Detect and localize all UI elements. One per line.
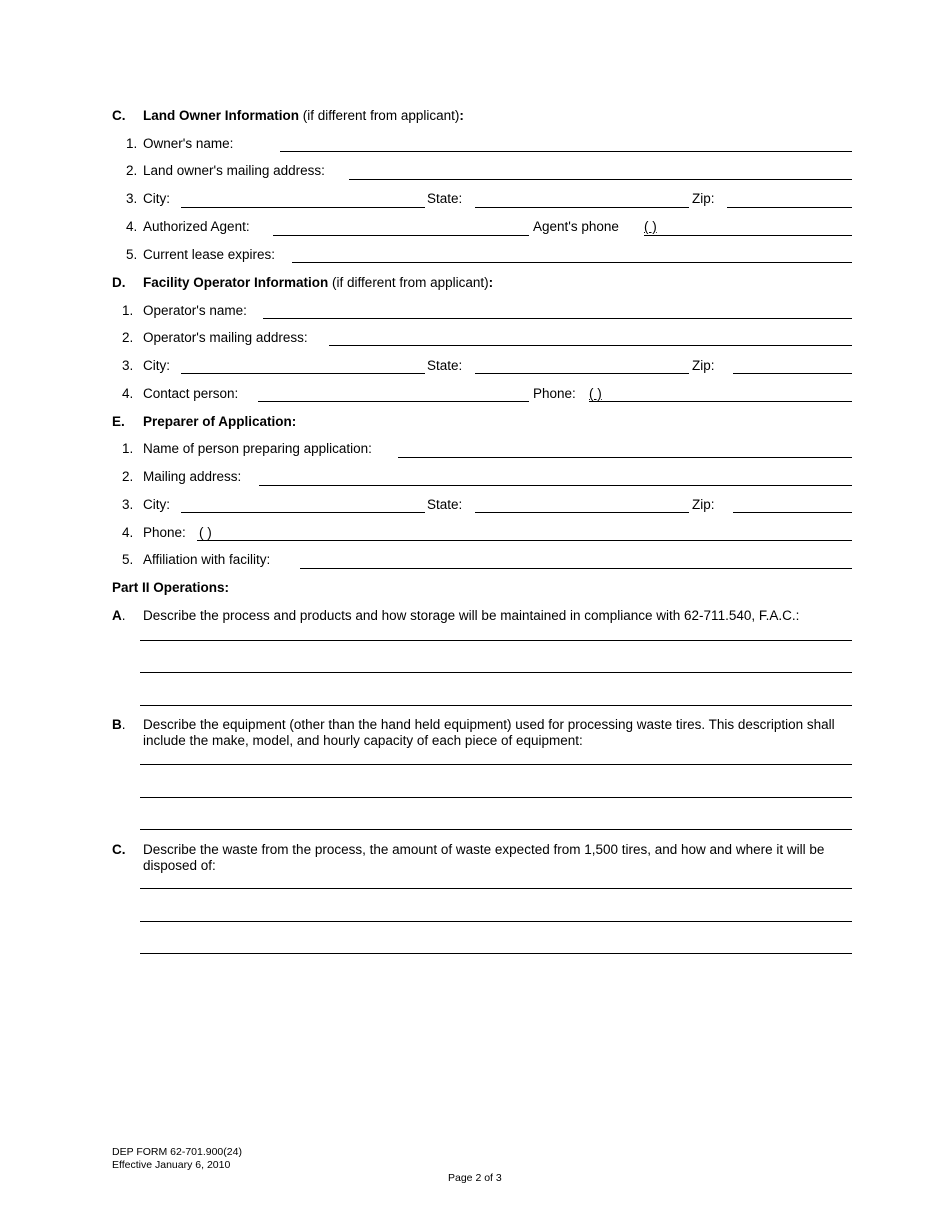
part-2-a-letter: [112, 608, 126, 624]
e2-label: Mailing address:: [143, 469, 242, 484]
preparer-city-field[interactable]: [181, 512, 425, 513]
equipment-description-line-1[interactable]: [140, 764, 852, 765]
part-2-b-letter: [112, 717, 126, 733]
c3-zip-label: Zip:: [692, 191, 715, 206]
waste-description-line-2[interactable]: [140, 921, 852, 922]
section-d-colon: :: [488, 275, 494, 290]
section-d-letter: D.: [112, 275, 126, 290]
d2-label: Operator's mailing address:: [143, 330, 308, 345]
c2-number: 2.: [126, 163, 138, 178]
c3-number: 3.: [126, 191, 138, 206]
section-c-note: (if different from applicant): [302, 108, 460, 123]
part-2-title: Part II Operations:: [112, 580, 230, 595]
e4-label: Phone:: [143, 525, 186, 540]
part-2-c-letter: C.: [112, 842, 126, 857]
d4-number: 4.: [122, 386, 134, 401]
d3-zip-label: Zip:: [692, 358, 715, 373]
lease-expires-field[interactable]: [292, 262, 852, 263]
preparer-zip-field[interactable]: [733, 512, 852, 513]
d4-phone-paren: ( ): [589, 386, 602, 401]
operator-name-field[interactable]: [263, 318, 852, 319]
section-c-letter: C.: [112, 108, 126, 123]
section-c-colon: :: [459, 108, 464, 123]
part-2-a-question: Describe the process and products and how storage will be maintained in compliance with 62-711.540, F.A.C.:: [143, 608, 800, 623]
process-description-line-3[interactable]: [140, 705, 852, 706]
footer-page-number: Page 2 of 3: [448, 1172, 502, 1184]
waste-description-line-1[interactable]: [140, 888, 852, 889]
d1-number: 1.: [122, 303, 134, 318]
agent-phone-field[interactable]: [644, 235, 852, 236]
d4-phone-label: Phone:: [533, 386, 576, 401]
operator-phone-field[interactable]: [589, 401, 852, 402]
preparer-name-field[interactable]: [398, 457, 852, 458]
preparer-phone-field[interactable]: [197, 540, 852, 541]
d3-city-label: City:: [143, 358, 170, 373]
e5-label: Affiliation with facility:: [143, 552, 271, 567]
c2-label: Land owner's mailing address:: [143, 163, 325, 178]
operator-state-field[interactable]: [475, 373, 689, 374]
c4-phone-label: Agent's phone: [533, 219, 619, 234]
d3-state-label: State:: [427, 358, 463, 373]
part-2-b-question: Describe the equipment (other than the hand held equipment) used for processing waste tires. This description shall include the make, model, and hourly capacity of each piece of equipment:: [143, 717, 835, 748]
c3-state-label: State:: [427, 191, 463, 206]
section-e-letter: E.: [112, 414, 125, 429]
process-description-line-2[interactable]: [140, 672, 852, 673]
e3-state-label: State:: [427, 497, 463, 512]
d3-number: 3.: [122, 358, 134, 373]
waste-description-line-3[interactable]: [140, 953, 852, 954]
section-c-title: Land Owner Information: [143, 108, 300, 123]
preparer-state-field[interactable]: [475, 512, 689, 513]
part-2-b-dot: .: [121, 717, 126, 732]
c1-number: 1.: [126, 136, 138, 151]
e1-number: 1.: [122, 441, 134, 456]
authorized-agent-field[interactable]: [273, 235, 529, 236]
e3-number: 3.: [122, 497, 134, 512]
operator-zip-field[interactable]: [733, 373, 852, 374]
section-d-title: Facility Operator Information: [143, 275, 329, 290]
d4-label: Contact person:: [143, 386, 239, 401]
e5-number: 5.: [122, 552, 134, 567]
part-2-b-letter-text: B: [112, 717, 122, 732]
c4-label: Authorized Agent:: [143, 219, 250, 234]
e3-zip-label: Zip:: [692, 497, 715, 512]
footer-form-number: DEP FORM 62-701.900(24): [112, 1146, 242, 1158]
affiliation-field[interactable]: [300, 568, 852, 569]
e3-city-label: City:: [143, 497, 170, 512]
equipment-description-line-3[interactable]: [140, 829, 852, 830]
e4-phone-paren: ( ): [199, 525, 212, 540]
e1-label: Name of person preparing application:: [143, 441, 372, 456]
equipment-description-line-2[interactable]: [140, 797, 852, 798]
contact-person-field[interactable]: [258, 401, 529, 402]
preparer-mailing-address-field[interactable]: [259, 485, 852, 486]
owner-state-field[interactable]: [475, 207, 689, 208]
section-c-heading: [143, 108, 464, 124]
c4-phone-paren: ( ): [644, 219, 657, 234]
c5-number: 5.: [126, 247, 138, 262]
part-2-a-letter-text: A: [112, 608, 122, 623]
process-description-line-1[interactable]: [140, 640, 852, 641]
owner-zip-field[interactable]: [727, 207, 852, 208]
d2-number: 2.: [122, 330, 134, 345]
section-e-title: Preparer of Application:: [143, 414, 297, 429]
c3-city-label: City:: [143, 191, 170, 206]
part-2-c-question: Describe the waste from the process, the amount of waste expected from 1,500 tires, and how and where it will be disposed of:: [143, 842, 825, 873]
owner-name-field[interactable]: [280, 151, 852, 152]
c4-number: 4.: [126, 219, 138, 234]
operator-mailing-address-field[interactable]: [329, 345, 852, 346]
footer-effective-date: Effective January 6, 2010: [112, 1159, 231, 1171]
e4-number: 4.: [122, 525, 134, 540]
e2-number: 2.: [122, 469, 134, 484]
owner-mailing-address-field[interactable]: [349, 179, 852, 180]
owner-city-field[interactable]: [181, 207, 425, 208]
operator-city-field[interactable]: [181, 373, 425, 374]
section-d-note: (if different from applicant): [332, 275, 489, 290]
section-d-heading: [143, 275, 493, 291]
d1-label: Operator's name:: [143, 303, 247, 318]
c1-label: Owner's name:: [143, 136, 234, 151]
part-2-a-dot: .: [121, 608, 126, 623]
c5-label: Current lease expires:: [143, 247, 276, 262]
